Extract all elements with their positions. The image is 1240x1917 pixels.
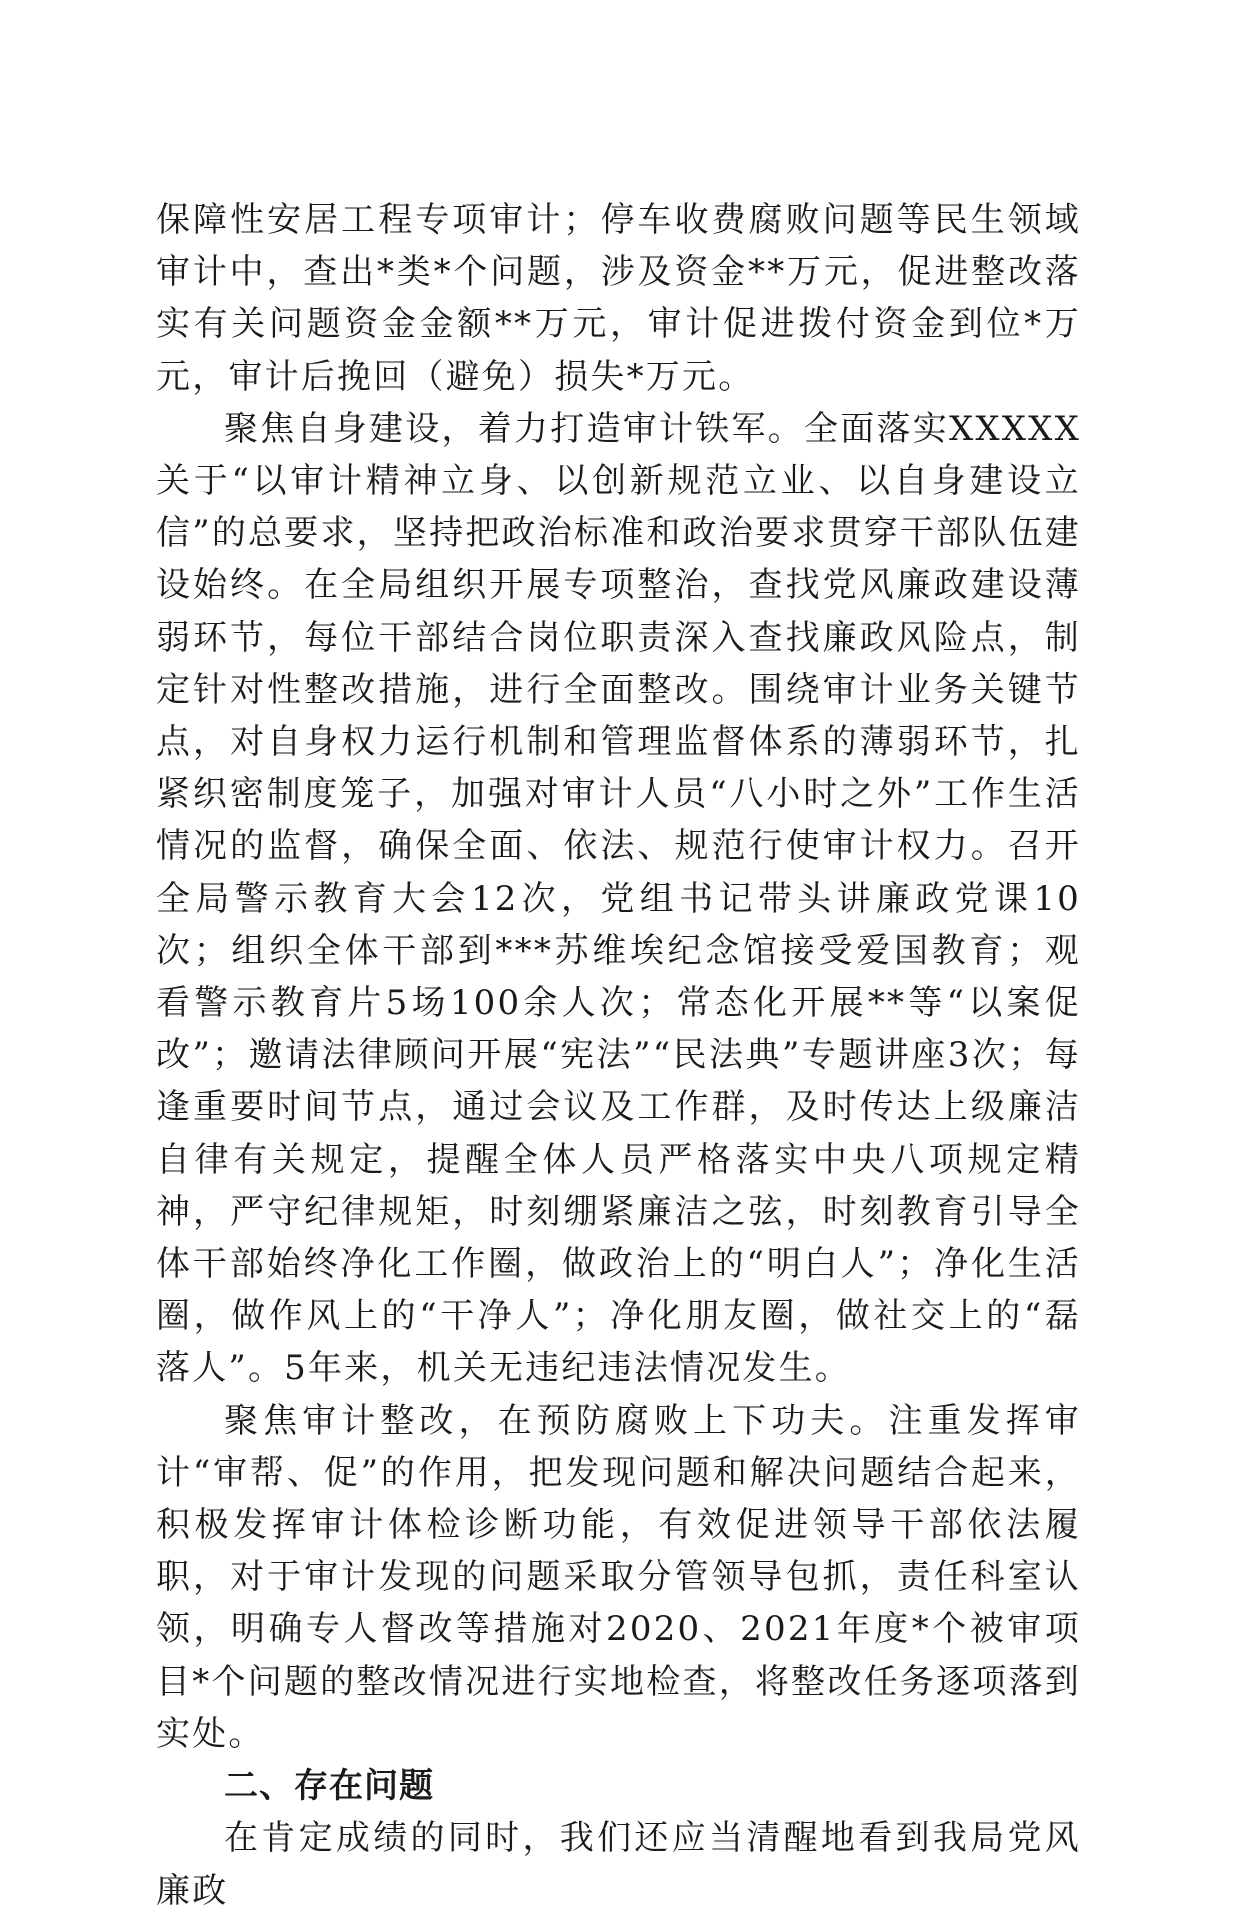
paragraph-continuation: 保障性安居工程专项审计；停车收费腐败问题等民生领域审计中，查出*类*个问题，涉及资金**万元，促进整改落实有关问题资金金额**万元，审计促进拨付资金到位*万元，审计后挽回（避免）损失*万元。 (156, 200, 1081, 397)
paragraph-self-building: 聚焦自身建设，着力打造审计铁军。全面落实XXXXX关于“以审计精神立身、以创新规范立业、以自身建设立信”的总要求，坚持把政治标准和政治要求贯穿干部队伍建设始终。在全局组织开展专项整治，查找党风廉政建设薄弱环节，每位干部结合岗位职责深入查找廉政风险点，制定针对性整改措施，进行全面整改。围绕审计业务关键节点，对自身权力运行机制和管理监督体系的薄弱环节，扎紧织密制度笼子，加强对审计人员“八小时之外”工作生活情况的监督，确保全面、依法、规范行使审计权力。召开全局警示教育大会12次，党组书记带头讲廉政党课10次；组织全体干部到***苏维埃纪念馆接受爱国教育；观看警示教育片5场100余人次；常态化开展**等“以案促改”；邀请法律顾问开展“宪法”“民法典”专题讲座3次；每逢重要时间节点，通过会议及工作群，及时传达上级廉洁自律有关规定，提醒全体人员严格落实中央八项规定精神，严守纪律规矩，时刻绷紧廉洁之弦，时刻教育引导全体干部始终净化工作圈，做政治上的“明白人”；净化生活圈，做作风上的“干净人”；净化朋友圈，做社交上的“磊落人”。5年来，机关无违纪违法情况发生。 (156, 408, 1081, 1389)
paragraph-closing: 在肯定成绩的同时，我们还应当清醒地看到我局党风廉政 (156, 1818, 1081, 1911)
document-body (156, 194, 1081, 1917)
section-heading: 二、存在问题 (224, 1766, 434, 1807)
paragraph-audit-rectification: 聚焦审计整改，在预防腐败上下功夫。注重发挥审计“审帮、促”的作用，把发现问题和解决问题结合起来，积极发挥审计体检诊断功能，有效促进领导干部依法履职，对于审计发现的问题采取分管领导包抓，责任科室认领，明确专人督改等措施对2020、2021年度*个被审项目*个问题的整改情况进行实地检查，将整改任务逐项落到实处。 (156, 1400, 1081, 1754)
